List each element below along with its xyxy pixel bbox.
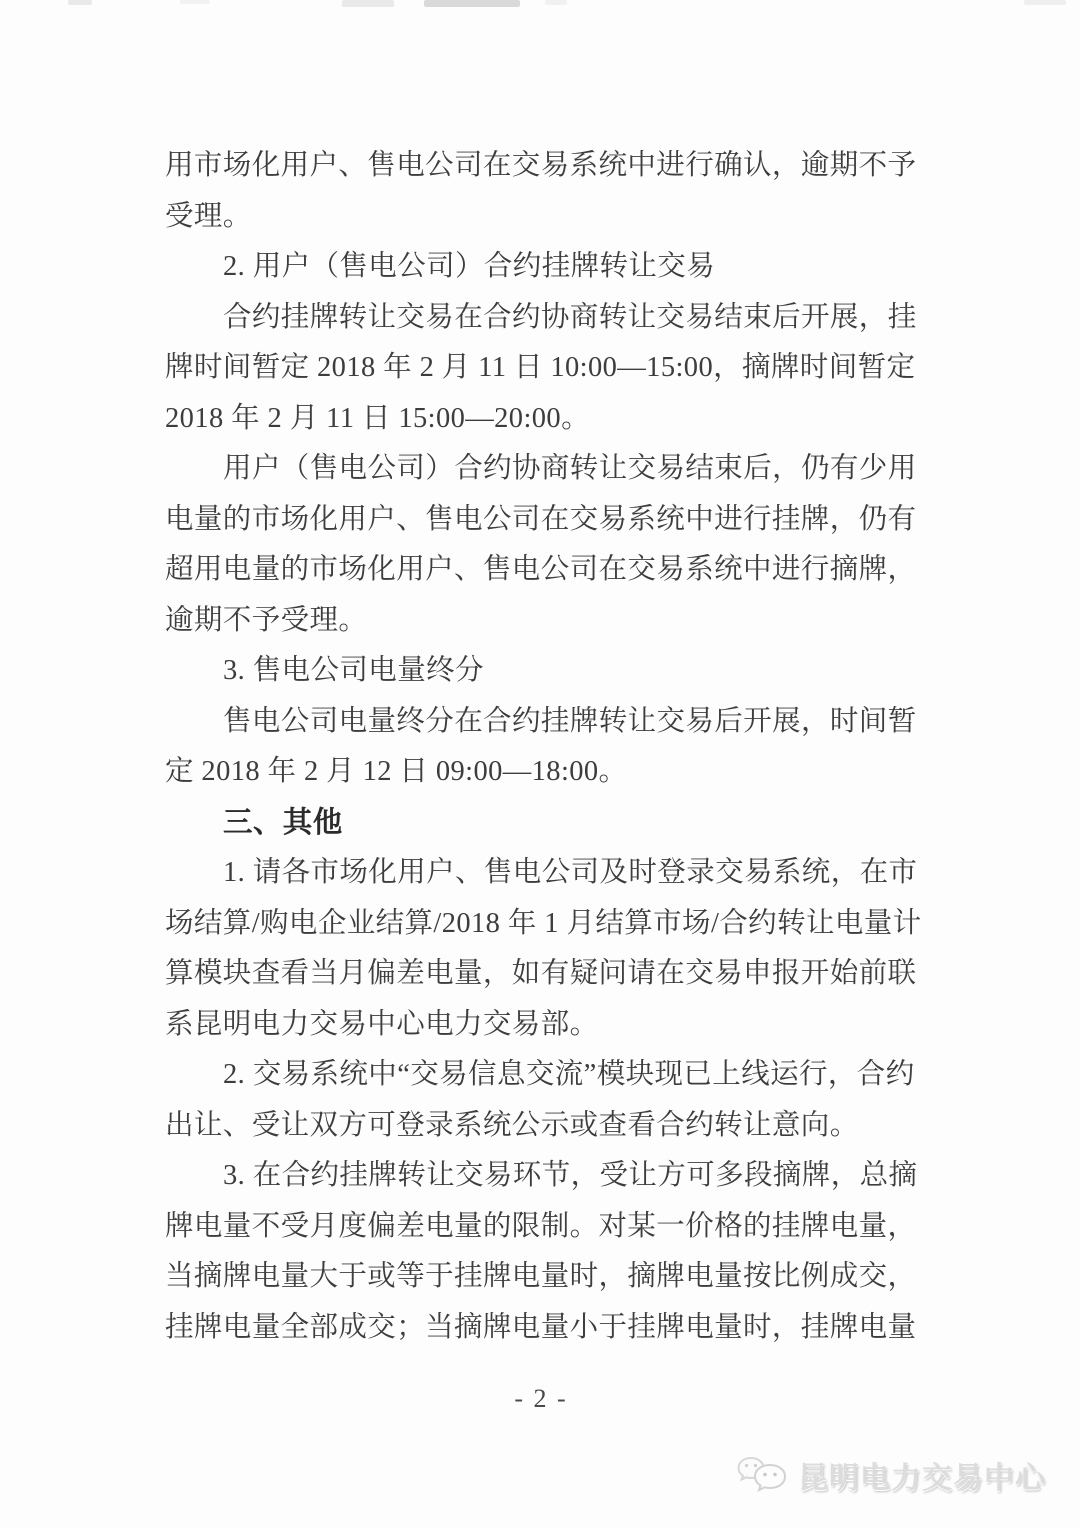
text-line: 出让、受让双方可登录系统公示或查看合约转让意向。 [165, 1109, 859, 1141]
scan-artifact [180, 0, 210, 4]
text-line: 3. 售电公司电量终分 [223, 655, 484, 686]
footer-logo-text: 昆明电力交易中心 [798, 1462, 1046, 1495]
scan-artifact [424, 0, 520, 7]
text-line: 系昆明电力交易中心电力交易部。 [165, 1008, 599, 1040]
scan-artifact [1024, 0, 1066, 5]
text-line: 超用电量的市场化用户、售电公司在交易系统中进行摘牌， [165, 554, 917, 585]
text-line: 1. 请各市场化用户、售电公司及时登录交易系统，在市 [223, 857, 918, 888]
scan-artifact [68, 0, 92, 5]
text-line: 2. 交易系统中“交易信息交流”模块现已上线运行，合约 [223, 1059, 915, 1090]
text-line: 用市场化用户、售电公司在交易系统中进行确认，逾期不予 [165, 150, 917, 181]
text-line: 2. 用户（售电公司）合约挂牌转让交易 [223, 251, 716, 282]
section-heading: 三、其他 [223, 805, 343, 839]
document-body [165, 141, 922, 1353]
text-line: 挂牌电量全部成交；当摘牌电量小于挂牌电量时，挂牌电量 [165, 1311, 917, 1343]
text-line: 牌时间暂定 2018 年 2 月 11 日 10:00—15:00，摘牌时间暂定 [165, 352, 916, 383]
text-line: 牌电量不受月度偏差电量的限制。对某一价格的挂牌电量， [165, 1210, 917, 1242]
scan-artifact [342, 0, 394, 7]
text-line: 场结算/购电企业结算/2018 年 1 月结算市场/合约转让电量计 [165, 907, 922, 939]
wechat-icon [737, 1455, 789, 1495]
text-line: 电量的市场化用户、售电公司在交易系统中进行挂牌，仍有 [165, 503, 917, 535]
footer-brand [737, 1453, 1046, 1497]
text-line: 3. 在合约挂牌转让交易环节，受让方可多段摘牌，总摘 [223, 1160, 918, 1191]
text-line: 受理。 [165, 200, 252, 232]
text-line: 用户（售电公司）合约协商转让交易结束后，仍有少用 [223, 453, 917, 484]
text-line: 2018 年 2 月 11 日 15:00—20:00。 [165, 402, 590, 434]
text-line: 当摘牌电量大于或等于挂牌电量时，摘牌电量按比例成交， [165, 1261, 917, 1292]
text-line: 算模块查看当月偏差电量，如有疑问请在交易申报开始前联 [165, 958, 917, 989]
scan-artifact [545, 0, 567, 5]
page-number: - 2 - [514, 1384, 568, 1413]
text-line: 定 2018 年 2 月 12 日 09:00—18:00。 [165, 756, 628, 787]
text-line: 逾期不予受理。 [165, 604, 368, 636]
text-line: 售电公司电量终分在合约挂牌转让交易后开展，时间暂 [223, 705, 917, 737]
text-line: 合约挂牌转让交易在合约协商转让交易结束后开展，挂 [223, 301, 917, 333]
